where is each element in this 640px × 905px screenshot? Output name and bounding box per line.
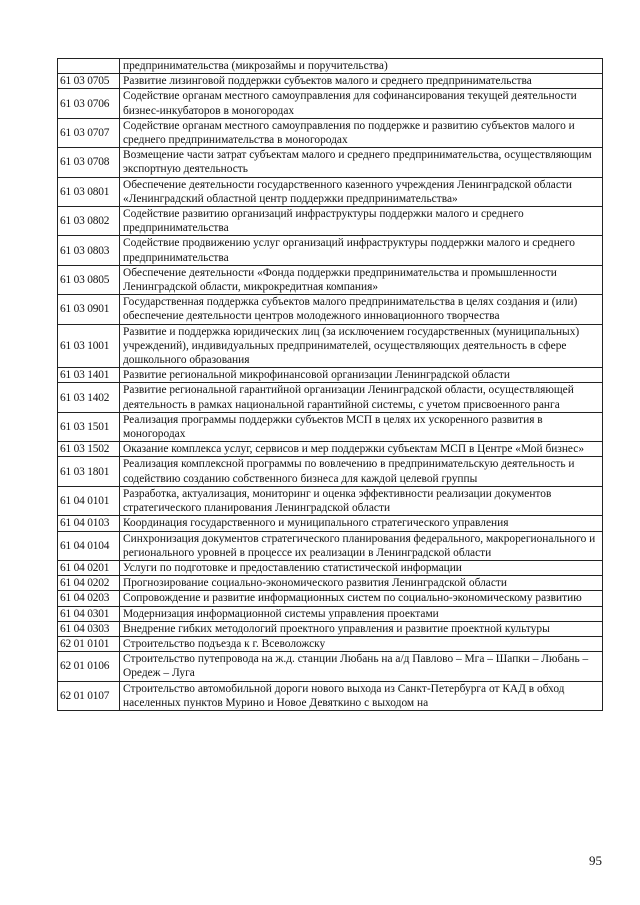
row-code: 61 03 1801: [58, 457, 120, 486]
budget-codes-table: [57, 58, 603, 711]
table-row: [58, 560, 603, 575]
row-code: 61 04 0202: [58, 576, 120, 591]
table-row: [58, 412, 603, 441]
row-description: предпринимательства (микрозаймы и поручительства): [120, 59, 603, 74]
row-description: Содействие продвижению услуг организаций инфраструктуры поддержки малого и среднего предпринимательства: [120, 236, 603, 265]
row-code: 62 01 0101: [58, 636, 120, 651]
row-description: Содействие развитию организаций инфраструктуры поддержки малого и среднего предпринимательства: [120, 207, 603, 236]
row-description: Развитие региональной микрофинансовой организации Ленинградской области: [120, 368, 603, 383]
table-row: [58, 295, 603, 324]
row-code: 61 03 0801: [58, 177, 120, 206]
row-code: 61 04 0104: [58, 531, 120, 560]
row-code: 61 04 0301: [58, 606, 120, 621]
table-row: [58, 457, 603, 486]
table-row: [58, 606, 603, 621]
row-description: Внедрение гибких методологий проектного управления и развитие проектной культуры: [120, 621, 603, 636]
page-number: 95: [589, 853, 602, 868]
row-description: Строительство подъезда к г. Всеволожску: [120, 636, 603, 651]
row-description: Развитие региональной гарантийной организации Ленинградской области, осуществляющей деятельность в рамках национальной гарантийной системы, с учетом присвоенного ранга: [120, 383, 603, 412]
table-row: [58, 118, 603, 147]
row-description: Обеспечение деятельности государственного казенного учреждения Ленинградской области «Ленинградский областной центр поддержки предпринимательства»: [120, 177, 603, 206]
table-row: [58, 486, 603, 515]
row-code: 61 03 0708: [58, 148, 120, 177]
table-row: [58, 207, 603, 236]
row-code: 62 01 0106: [58, 652, 120, 681]
row-code: 61 03 1402: [58, 383, 120, 412]
row-description: Услуги по подготовке и предоставлению статистической информации: [120, 560, 603, 575]
table-row: [58, 74, 603, 89]
row-description: Возмещение части затрат субъектам малого и среднего предпринимательства, осуществляющим экспортную деятельность: [120, 148, 603, 177]
row-code: 61 03 0705: [58, 74, 120, 89]
row-code: [58, 59, 120, 74]
row-code: 61 03 1401: [58, 368, 120, 383]
row-description: Реализация программы поддержки субъектов МСП в целях их ускоренного развития в моногородах: [120, 412, 603, 441]
table-row: [58, 324, 603, 368]
row-description: Строительство автомобильной дороги нового выхода из Санкт-Петербурга от КАД в обход населенных пунктов Мурино и Новое Девяткино с выходом на: [120, 681, 603, 710]
row-description: Прогнозирование социально-экономического развития Ленинградской области: [120, 576, 603, 591]
table-row: [58, 236, 603, 265]
row-code: 61 03 1001: [58, 324, 120, 368]
table-row: [58, 383, 603, 412]
table-body: [58, 59, 603, 711]
row-description: Содействие органам местного самоуправления по поддержке и развитию субъектов малого и среднего предпринимательства в моногородах: [120, 118, 603, 147]
table-row: [58, 621, 603, 636]
table-row: [58, 652, 603, 681]
row-code: 61 04 0103: [58, 516, 120, 531]
row-code: 61 04 0101: [58, 486, 120, 515]
table-row: [58, 59, 603, 74]
row-description: Синхронизация документов стратегического планирования федерального, макрорегионального и регионального уровней в процессе их реализации в Ленинградской области: [120, 531, 603, 560]
row-code: 61 03 0803: [58, 236, 120, 265]
row-description: Разработка, актуализация, мониторинг и оценка эффективности реализации документов стратегического планирования Ленинградской области: [120, 486, 603, 515]
table-row: [58, 442, 603, 457]
row-description: Строительство путепровода на ж.д. станции Любань на а/д Павлово – Мга – Шапки – Любань – Оредеж – Луга: [120, 652, 603, 681]
row-code: 61 03 0707: [58, 118, 120, 147]
table-row: [58, 368, 603, 383]
table-row: [58, 576, 603, 591]
row-description: Государственная поддержка субъектов малого предпринимательства в целях создания и (или) обеспечение деятельности центров молодежного инновационного творчества: [120, 295, 603, 324]
row-code: 61 03 0706: [58, 89, 120, 118]
table-row: [58, 148, 603, 177]
row-description: Координация государственного и муниципального стратегического управления: [120, 516, 603, 531]
row-code: 61 03 1501: [58, 412, 120, 441]
row-description: Реализация комплексной программы по вовлечению в предпринимательскую деятельность и содействию созданию собственного бизнеса для каждой целевой группы: [120, 457, 603, 486]
table-row: [58, 265, 603, 294]
row-code: 61 04 0201: [58, 560, 120, 575]
row-code: 61 03 0805: [58, 265, 120, 294]
row-description: Содействие органам местного самоуправления для софинансирования текущей деятельности бизнес-инкубаторов в моногородах: [120, 89, 603, 118]
row-description: Развитие и поддержка юридических лиц (за исключением государственных (муниципальных) учреждений), индивидуальных предпринимателей, осуществляющих деятельность в сфере дошкольного образования: [120, 324, 603, 368]
row-code: 61 04 0303: [58, 621, 120, 636]
row-description: Оказание комплекса услуг, сервисов и мер поддержки субъектам МСП в Центре «Мой бизнес»: [120, 442, 603, 457]
row-code: 62 01 0107: [58, 681, 120, 710]
row-code: 61 03 1502: [58, 442, 120, 457]
row-code: 61 04 0203: [58, 591, 120, 606]
row-description: Обеспечение деятельности «Фонда поддержки предпринимательства и промышленности Ленинградской области, микрокредитная компания»: [120, 265, 603, 294]
row-code: 61 03 0901: [58, 295, 120, 324]
row-code: 61 03 0802: [58, 207, 120, 236]
row-description: Развитие лизинговой поддержки субъектов малого и среднего предпринимательства: [120, 74, 603, 89]
table-row: [58, 636, 603, 651]
table-row: [58, 681, 603, 710]
table-row: [58, 516, 603, 531]
table-row: [58, 89, 603, 118]
table-row: [58, 591, 603, 606]
table-row: [58, 177, 603, 206]
row-description: Модернизация информационной системы управления проектами: [120, 606, 603, 621]
table-row: [58, 531, 603, 560]
row-description: Сопровождение и развитие информационных систем по социально-экономическому развитию: [120, 591, 603, 606]
